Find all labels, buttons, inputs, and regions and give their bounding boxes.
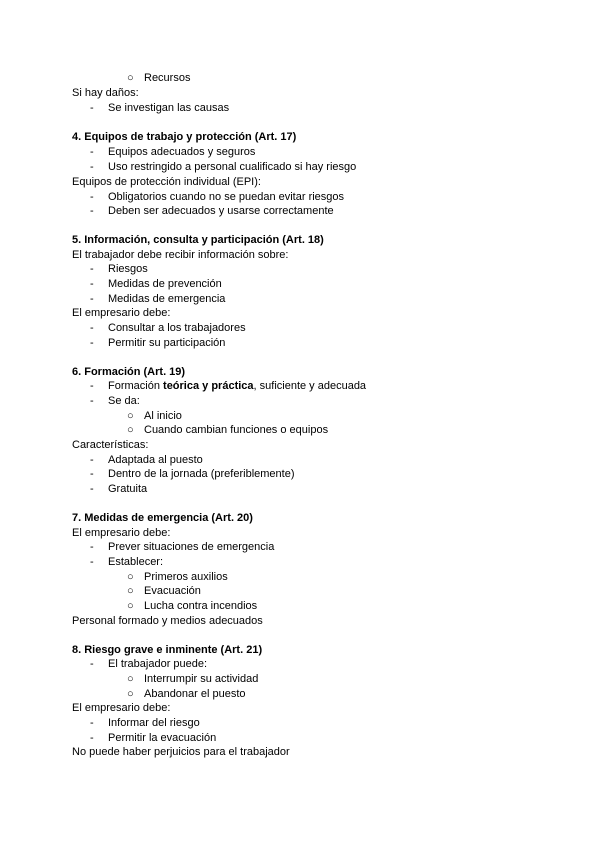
circle-bullet-icon: ○ bbox=[127, 673, 134, 685]
paragraph-text: Si hay daños: bbox=[72, 87, 139, 99]
section-heading: 4. Equipos de trabajo y protección (Art. 17) bbox=[72, 131, 297, 143]
dash-bullet: - bbox=[90, 732, 94, 744]
dash-bullet: - bbox=[90, 102, 94, 114]
dash-bullet: - bbox=[90, 541, 94, 553]
paragraph-text: Equipos de protección individual (EPI): bbox=[72, 176, 261, 188]
list-item-level-1: Permitir la evacuación bbox=[108, 732, 217, 744]
circle-bullet-icon: ○ bbox=[127, 72, 134, 84]
section-heading: 6. Formación (Art. 19) bbox=[72, 366, 186, 378]
dash-bullet: - bbox=[90, 263, 94, 275]
dash-bullet: - bbox=[90, 337, 94, 349]
paragraph-text: El empresario debe: bbox=[72, 702, 171, 714]
list-item-level-1: Deben ser adecuados y usarse correctamente bbox=[108, 205, 334, 217]
circle-bullet-icon: ○ bbox=[127, 688, 134, 700]
list-item-level-2: Primeros auxilios bbox=[144, 571, 228, 583]
paragraph-text: Características: bbox=[72, 439, 149, 451]
section-heading: 7. Medidas de emergencia (Art. 20) bbox=[72, 512, 253, 524]
list-item-level-1: El trabajador puede: bbox=[108, 658, 208, 670]
section-heading: 8. Riesgo grave e inminente (Art. 21) bbox=[72, 644, 263, 656]
circle-bullet-icon: ○ bbox=[127, 571, 134, 583]
emphasis-text: teórica y práctica bbox=[163, 380, 254, 392]
dash-bullet: - bbox=[90, 380, 94, 392]
list-item-level-1: Riesgos bbox=[108, 263, 148, 275]
circle-bullet-icon: ○ bbox=[127, 600, 134, 612]
list-item-level-2: Interrumpir su actividad bbox=[144, 673, 259, 685]
circle-bullet-icon: ○ bbox=[127, 410, 134, 422]
list-item-level-1: Gratuita bbox=[108, 483, 148, 495]
dash-bullet: - bbox=[90, 556, 94, 568]
circle-bullet-icon: ○ bbox=[127, 424, 134, 436]
paragraph-text: El empresario debe: bbox=[72, 527, 171, 539]
dash-bullet: - bbox=[90, 658, 94, 670]
list-item-level-1: Equipos adecuados y seguros bbox=[108, 146, 256, 158]
text-run: Formación bbox=[108, 380, 164, 392]
dash-bullet: - bbox=[90, 322, 94, 334]
list-item-level-1: Dentro de la jornada (preferiblemente) bbox=[108, 468, 295, 480]
paragraph-text: El empresario debe: bbox=[72, 307, 171, 319]
circle-bullet-icon: ○ bbox=[127, 585, 134, 597]
list-item-level-2: Lucha contra incendios bbox=[144, 600, 258, 612]
dash-bullet: - bbox=[90, 395, 94, 407]
dash-bullet: - bbox=[90, 161, 94, 173]
dash-bullet: - bbox=[90, 293, 94, 305]
list-item-level-2: Al inicio bbox=[144, 410, 182, 422]
paragraph-text: No puede haber perjuicios para el trabajador bbox=[72, 746, 290, 758]
list-item-level-1 bbox=[108, 379, 366, 393]
paragraph-text: El trabajador debe recibir información sobre: bbox=[72, 249, 289, 261]
list-item-level-1: Establecer: bbox=[108, 556, 164, 568]
list-item-level-1: Uso restringido a personal cualificado si hay riesgo bbox=[108, 161, 357, 173]
dash-bullet: - bbox=[90, 278, 94, 290]
list-item-level-2: Abandonar el puesto bbox=[144, 688, 246, 700]
dash-bullet: - bbox=[90, 205, 94, 217]
list-item-level-1: Obligatorios cuando no se puedan evitar riesgos bbox=[108, 191, 345, 203]
list-item-level-1: Adaptada al puesto bbox=[108, 454, 203, 466]
list-item-level-1: Permitir su participación bbox=[108, 337, 226, 349]
section-heading: 5. Información, consulta y participación (Art. 18) bbox=[72, 234, 324, 246]
paragraph-text: Personal formado y medios adecuados bbox=[72, 615, 263, 627]
dash-bullet: - bbox=[90, 483, 94, 495]
list-item-level-1: Se da: bbox=[108, 395, 140, 407]
list-item-level-1: Medidas de emergencia bbox=[108, 293, 226, 305]
list-item-level-1: Informar del riesgo bbox=[108, 717, 200, 729]
dash-bullet: - bbox=[90, 468, 94, 480]
list-item-level-2: Cuando cambian funciones o equipos bbox=[144, 424, 329, 436]
list-item-level-2: Recursos bbox=[144, 72, 191, 84]
dash-bullet: - bbox=[90, 454, 94, 466]
dash-bullet: - bbox=[90, 191, 94, 203]
list-item-level-1: Se investigan las causas bbox=[108, 102, 230, 114]
text-run: , suficiente y adecuada bbox=[253, 380, 367, 392]
list-item-level-1: Prever situaciones de emergencia bbox=[108, 541, 275, 553]
dash-bullet: - bbox=[90, 717, 94, 729]
list-item-level-1: Medidas de prevención bbox=[108, 278, 222, 290]
list-item-level-2: Evacuación bbox=[144, 585, 201, 597]
dash-bullet: - bbox=[90, 146, 94, 158]
list-item-level-1: Consultar a los trabajadores bbox=[108, 322, 246, 334]
